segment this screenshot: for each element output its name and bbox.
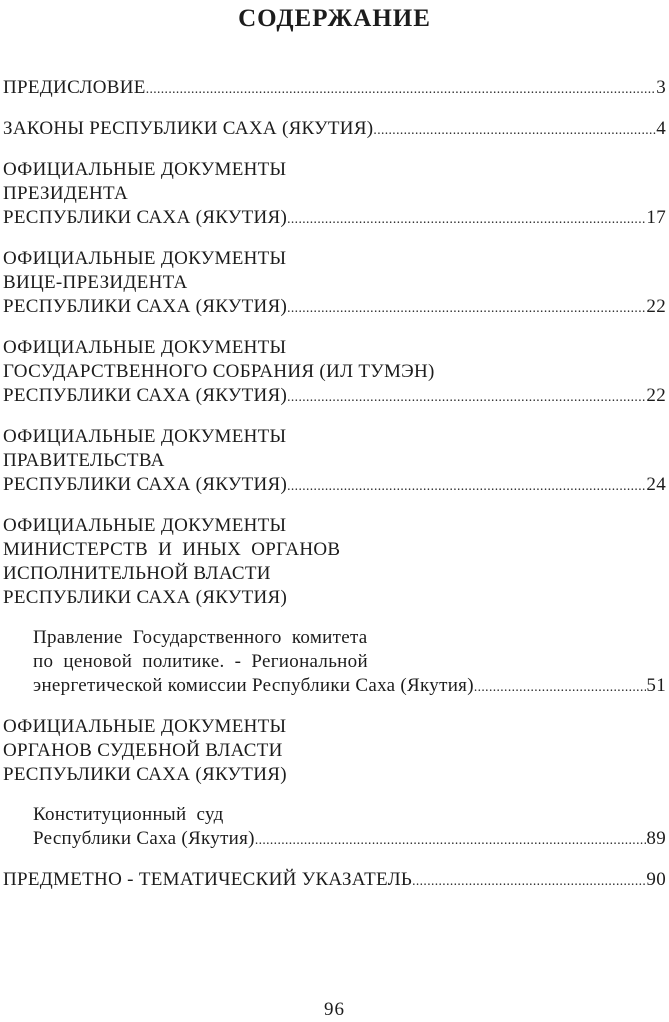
toc-entry-text: МИНИСТЕРСТВ И ИНЫХ ОРГАНОВ bbox=[3, 539, 341, 560]
toc-entry bbox=[3, 76, 666, 101]
toc-entry-text: энергетической комиссии Республики Саха (Якутия) bbox=[33, 675, 474, 696]
toc-entry-text: ОФИЦИАЛЬНЫЕ ДОКУМЕНТЫ bbox=[3, 159, 287, 180]
toc-entry-text: Правление Государственного комитета bbox=[33, 627, 368, 648]
toc-entry-text: ОРГАНОВ СУДЕБНОЙ ВЛАСТИ bbox=[3, 740, 283, 761]
toc-entry-text: ВИЦЕ-ПРЕЗИДЕНТА bbox=[3, 272, 188, 293]
toc-entry-text: ПРЕДМЕТНО - ТЕМАТИЧЕСКИЙ УКАЗАТЕЛЬ bbox=[3, 869, 413, 890]
toc-entry-line bbox=[3, 514, 666, 538]
dot-leader bbox=[287, 295, 646, 320]
toc-entry bbox=[3, 117, 666, 142]
toc-entry-text: РЕСПУБЛИКИ САХА (ЯКУТИЯ) bbox=[3, 587, 288, 608]
toc-entry-line bbox=[3, 295, 666, 320]
toc-entry-line bbox=[3, 715, 666, 739]
toc-entry-text: ПРЕДИСЛОВИЕ bbox=[3, 77, 146, 98]
page-number: 17 bbox=[646, 207, 666, 228]
toc-entry-text: ЗАКОНЫ РЕСПУБЛИКИ САХА (ЯКУТИЯ) bbox=[3, 118, 374, 139]
dot-leader bbox=[287, 384, 646, 409]
dot-leader bbox=[287, 473, 646, 498]
toc-entry-text: по ценовой политике. - Региональной bbox=[33, 651, 368, 672]
toc-entry bbox=[3, 514, 666, 610]
toc-entry-line bbox=[3, 827, 666, 852]
page-number: 89 bbox=[646, 828, 666, 849]
page-number: 4 bbox=[656, 118, 666, 139]
toc-entry bbox=[3, 626, 666, 699]
toc-entry-text: Конституционный суд bbox=[33, 804, 224, 825]
page-number: 24 bbox=[646, 474, 666, 495]
toc-entry-text: РЕСПУЬЛИКИ САХА (ЯКУТИЯ) bbox=[3, 764, 287, 785]
toc-entry-line bbox=[3, 674, 666, 699]
toc-entry-line bbox=[3, 562, 666, 586]
toc-entry-line bbox=[3, 626, 666, 650]
toc-entry-line bbox=[3, 763, 666, 787]
toc-entry-text: ПРЕЗИДЕНТА bbox=[3, 183, 129, 204]
dot-leader bbox=[373, 117, 656, 142]
toc-entry-line bbox=[3, 473, 666, 498]
toc-entry-line bbox=[3, 650, 666, 674]
toc-entry-line bbox=[3, 384, 666, 409]
toc-list bbox=[3, 76, 666, 893]
dot-leader bbox=[474, 674, 647, 699]
toc-entry-line bbox=[3, 868, 666, 893]
toc-entry-text: ГОСУДАРСТВЕННОГО СОБРАНИЯ (ИЛ ТУМЭН) bbox=[3, 361, 435, 382]
toc-entry-line bbox=[3, 425, 666, 449]
toc-entry-text: Республики Саха (Якутия) bbox=[33, 828, 255, 849]
toc-entry-line bbox=[3, 336, 666, 360]
toc-entry-text: ОФИЦИАЛЬНЫЕ ДОКУМЕНТЫ bbox=[3, 515, 287, 536]
toc-entry-text: РЕСПУБЛИКИ САХА (ЯКУТИЯ) bbox=[3, 296, 288, 317]
toc-entry-line bbox=[3, 739, 666, 763]
page-title: СОДЕРЖАНИЕ bbox=[238, 5, 431, 32]
toc-entry-line bbox=[3, 360, 666, 384]
toc-entry-text: ИСПОЛНИТЕЛЬНОЙ ВЛАСТИ bbox=[3, 563, 271, 584]
toc-entry-line bbox=[3, 158, 666, 182]
toc-entry-text: ПРАВИТЕЛЬСТВА bbox=[3, 450, 165, 471]
toc-entry-text: ОФИЦИАЛЬНЫЕ ДОКУМЕНТЫ bbox=[3, 248, 287, 269]
dot-leader bbox=[287, 206, 646, 231]
toc-entry-text: РЕСПУБЛИКИ САХА (ЯКУТИЯ) bbox=[3, 385, 288, 406]
dot-leader bbox=[255, 827, 647, 852]
toc-entry bbox=[3, 868, 666, 893]
toc-entry bbox=[3, 803, 666, 852]
toc-entry-line bbox=[3, 449, 666, 473]
toc-entry-line bbox=[3, 247, 666, 271]
toc-entry bbox=[3, 158, 666, 231]
toc-entry-line bbox=[3, 538, 666, 562]
dot-leader bbox=[146, 76, 657, 101]
folio-page-number: 96 bbox=[324, 999, 345, 1020]
toc-entry bbox=[3, 715, 666, 787]
page-number: 3 bbox=[656, 77, 666, 98]
toc-entry-text: ОФИЦИАЛЬНЫЕ ДОКУМЕНТЫ bbox=[3, 426, 287, 447]
page-number: 22 bbox=[646, 296, 666, 317]
page-number: 90 bbox=[646, 869, 666, 890]
page-number: 51 bbox=[646, 675, 666, 696]
page-number: 22 bbox=[646, 385, 666, 406]
toc-entry bbox=[3, 425, 666, 498]
toc-entry-text: РЕСПУБЛИКИ САХА (ЯКУТИЯ) bbox=[3, 474, 288, 495]
toc-entry bbox=[3, 247, 666, 320]
toc-entry bbox=[3, 336, 666, 409]
toc-entry-line bbox=[3, 182, 666, 206]
toc-entry-line bbox=[3, 117, 666, 142]
dot-leader bbox=[412, 868, 646, 893]
toc-entry-line bbox=[3, 271, 666, 295]
toc-entry-text: ОФИЦИАЛЬНЫЕ ДОКУМЕНТЫ bbox=[3, 716, 287, 737]
toc-entry-line bbox=[3, 803, 666, 827]
toc-entry-line bbox=[3, 586, 666, 610]
toc-entry-text: ОФИЦИАЛЬНЫЕ ДОКУМЕНТЫ bbox=[3, 337, 287, 358]
toc-entry-line bbox=[3, 206, 666, 231]
toc-entry-text: РЕСПУБЛИКИ САХА (ЯКУТИЯ) bbox=[3, 207, 288, 228]
toc-entry-line bbox=[3, 76, 666, 101]
